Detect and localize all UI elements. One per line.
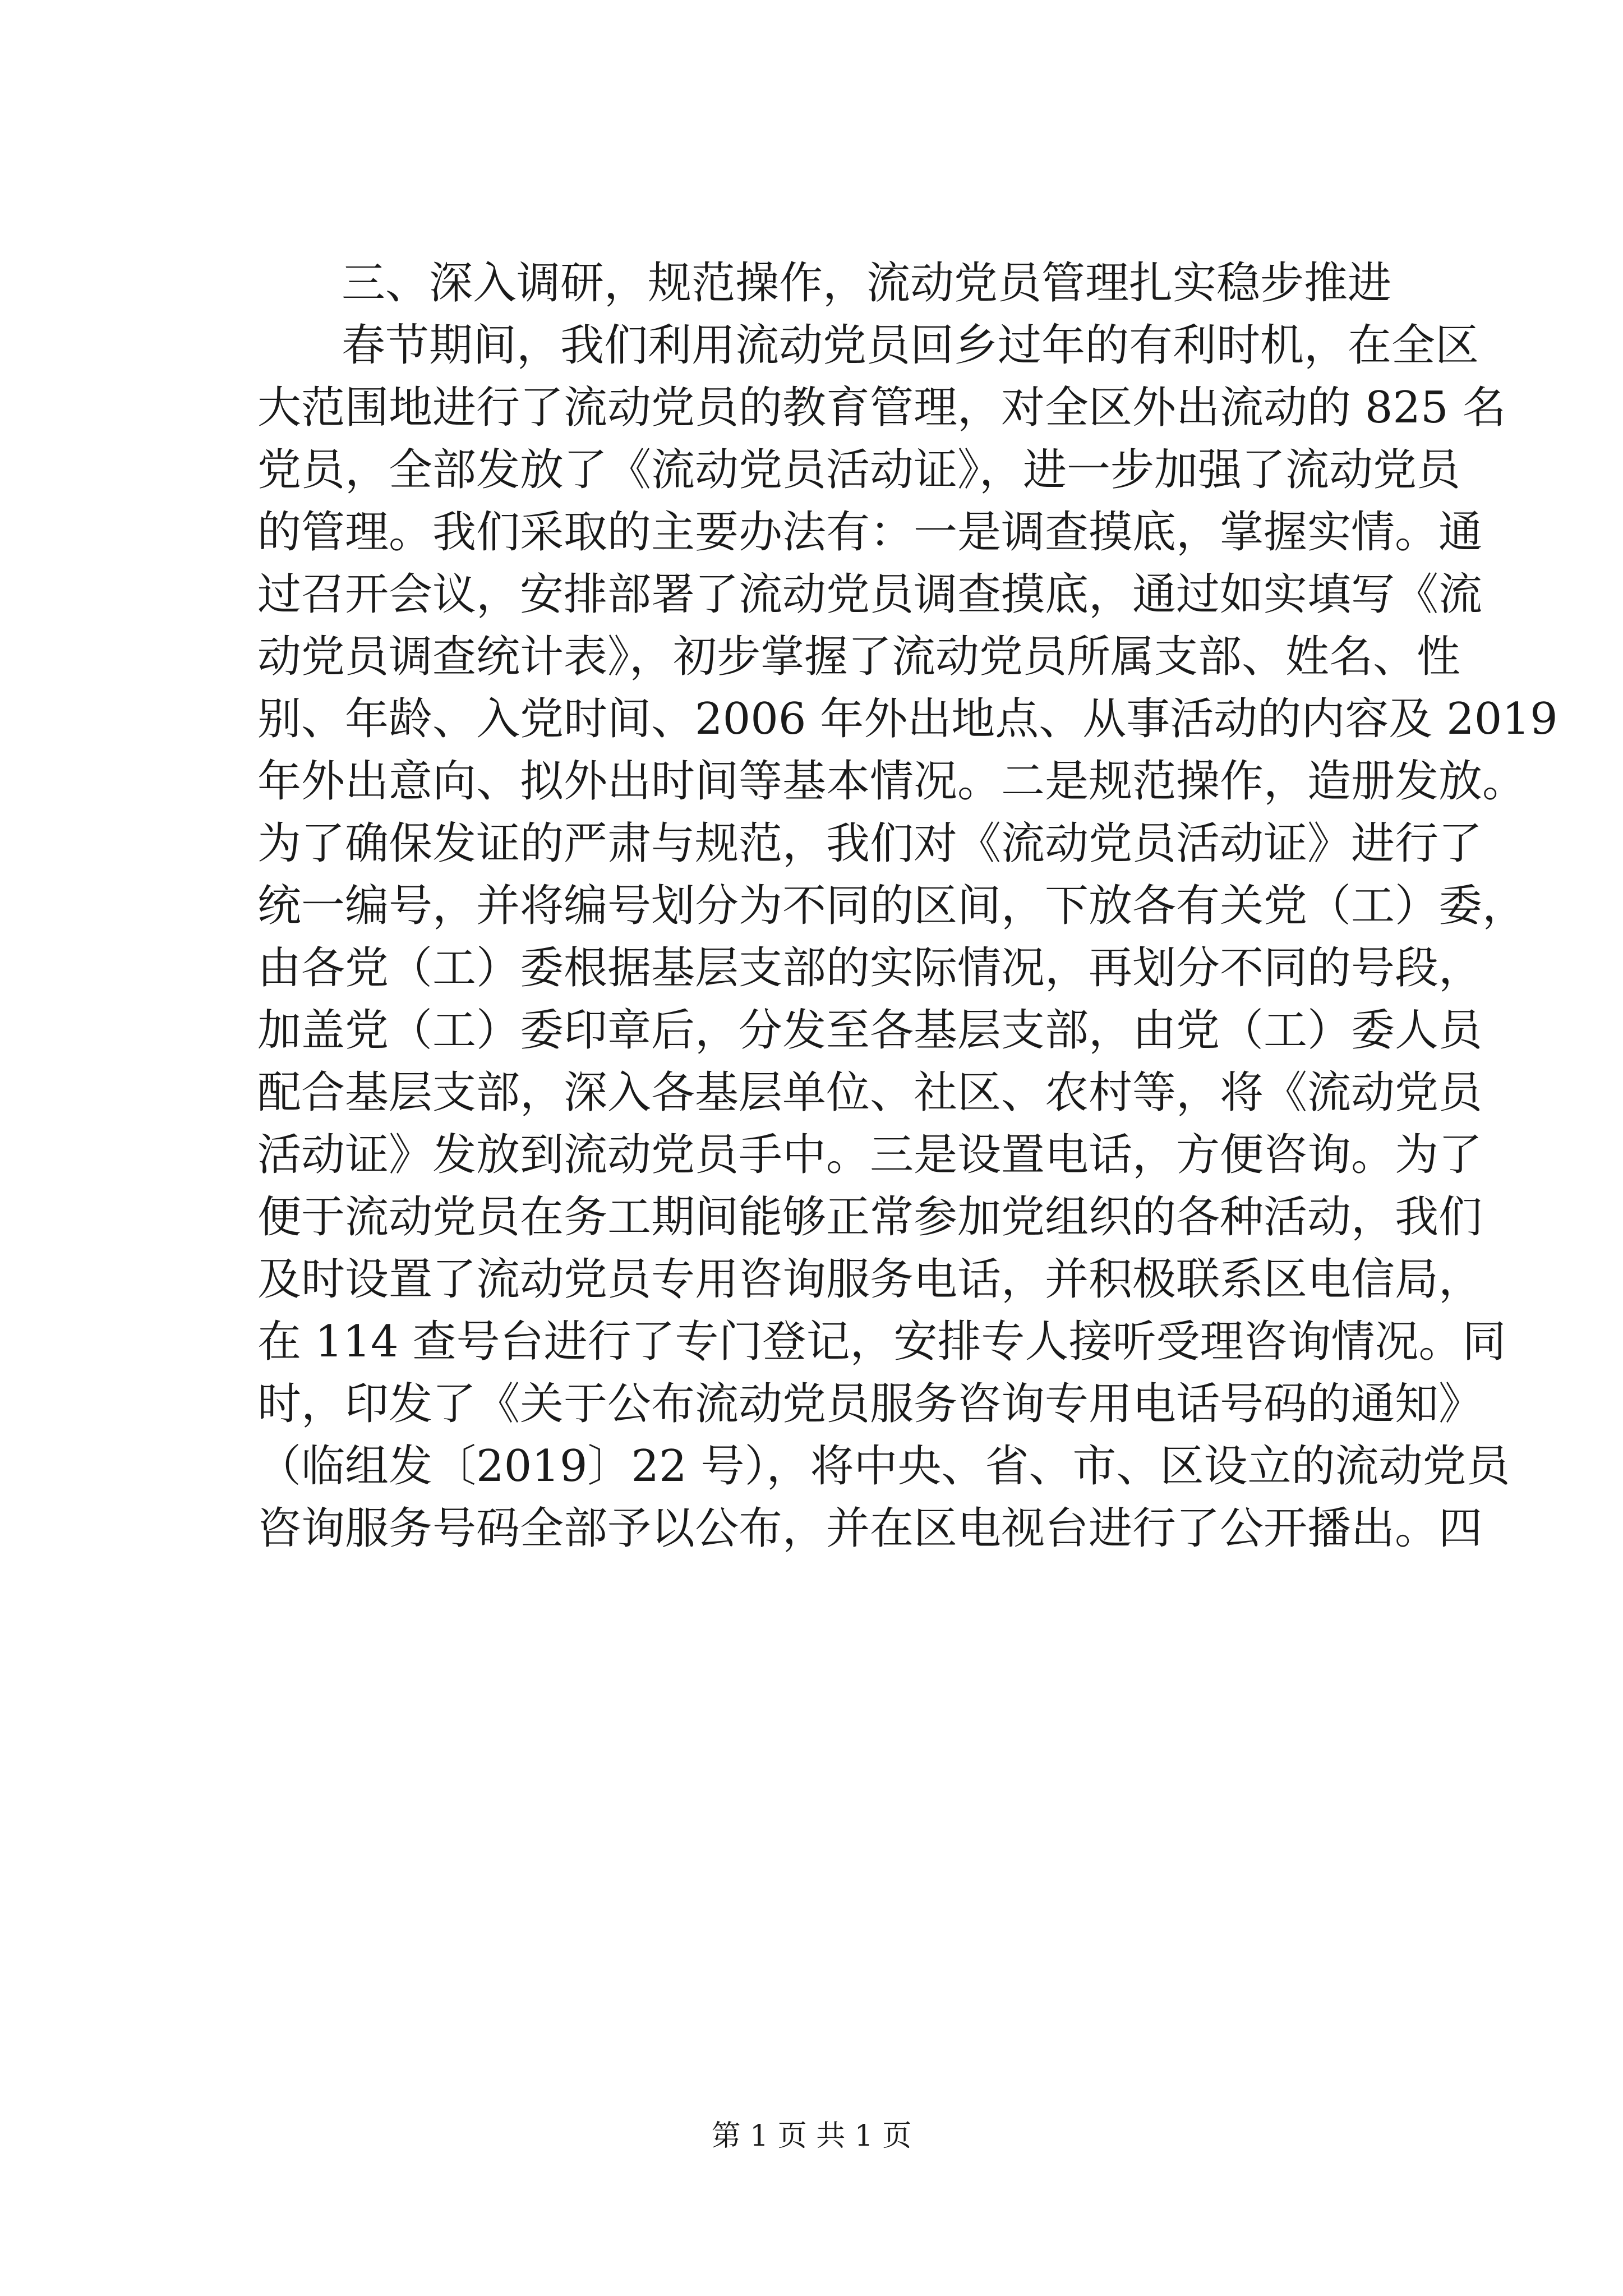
paragraph-line: 在 114 查号台进行了专门登记，安排专人接听受理咨询情况。同 (257, 1317, 1506, 1367)
paragraph-line: （临组发〔2019〕22 号），将中央、省、市、区设立的流动党员 (257, 1441, 1510, 1492)
paragraph-line: 的管理。我们采取的主要办法有：一是调查摸底，掌握实情。通 (257, 507, 1483, 558)
page-footer: 第 1 页 共 1 页 (711, 2119, 912, 2153)
paragraph-line: 时，印发了《关于公布流动党员服务咨询专用电话号码的通知》 (257, 1379, 1483, 1429)
paragraph-line: 便于流动党员在务工期间能够正常参加党组织的各种活动，我们 (257, 1192, 1483, 1243)
paragraph-line: 别、年龄、入党时间、2006 年外出地点、从事活动的内容及 2019 (257, 694, 1558, 744)
paragraph-line: 党员，全部发放了《流动党员活动证》，进一步加强了流动党员 (257, 445, 1461, 495)
paragraph-line: 年外出意向、拟外出时间等基本情况。二是规范操作，造册发放。 (257, 756, 1527, 807)
paragraph-line: 春节期间，我们利用流动党员回乡过年的有利时机，在全区 (342, 320, 1479, 371)
paragraph-line: 动党员调查统计表》，初步掌握了流动党员所属支部、姓名、性 (257, 632, 1461, 682)
paragraph-line: 活动证》发放到流动党员手中。三是设置电话，方便咨询。为了 (257, 1130, 1483, 1180)
paragraph-line: 大范围地进行了流动党员的教育管理，对全区外出流动的 825 名 (257, 383, 1506, 433)
paragraph-line: 由各党（工）委根据基层支部的实际情况，再划分不同的号段， (257, 943, 1483, 993)
paragraph-line: 及时设置了流动党员专用咨询服务电话，并积极联系区电信局， (257, 1254, 1483, 1305)
paragraph-line: 为了确保发证的严肃与规范，我们对《流动党员活动证》进行了 (257, 818, 1483, 869)
document-body (257, 252, 1558, 1560)
paragraph-line: 统一编号，并将编号划分为不同的区间，下放各有关党（工）委， (257, 881, 1527, 931)
paragraph-line: 配合基层支部，深入各基层单位、社区、农村等，将《流动党员 (257, 1068, 1483, 1118)
paragraph-line: 咨询服务号码全部予以公布，并在区电视台进行了公开播出。四 (257, 1503, 1483, 1554)
section-heading: 三、深入调研，规范操作，流动党员管理扎实稳步推进 (342, 258, 1392, 309)
paragraph-line: 过召开会议，安排部署了流动党员调查摸底，通过如实填写《流 (257, 569, 1483, 620)
paragraph-line: 加盖党（工）委印章后，分发至各基层支部，由党（工）委人员 (257, 1005, 1483, 1056)
